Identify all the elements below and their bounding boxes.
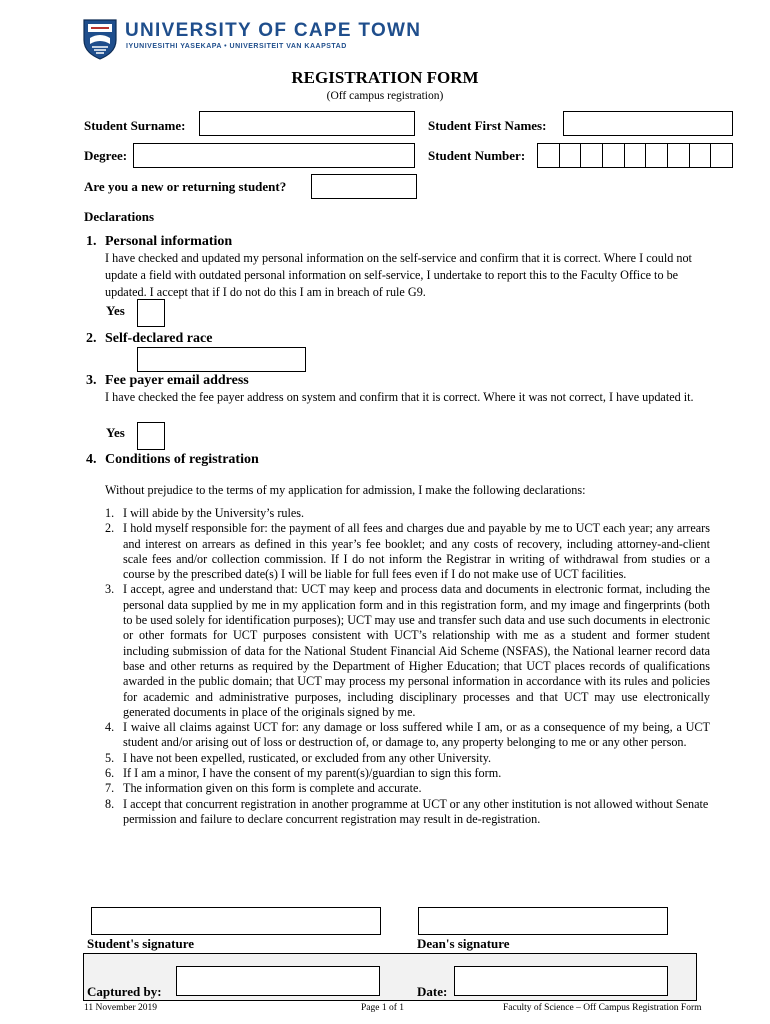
condition-number: 1.: [105, 506, 115, 520]
condition-number: 8.: [105, 796, 115, 811]
form-subtitle: (Off campus registration): [326, 90, 444, 102]
section-3-yes-label: Yes: [106, 425, 125, 440]
section-4-number: 4.: [86, 452, 97, 467]
race-input[interactable]: [137, 347, 306, 372]
section-3-title: Fee payer email address: [105, 373, 249, 388]
condition-item: [105, 751, 710, 766]
date-input[interactable]: [454, 966, 668, 996]
degree-input[interactable]: [133, 143, 415, 168]
student-signature-input[interactable]: [91, 907, 381, 935]
section-3-yes-checkbox[interactable]: [137, 422, 165, 450]
new-returning-input[interactable]: [311, 174, 417, 199]
condition-item: [105, 720, 710, 751]
condition-text: I will abide by the University’s rules.: [123, 506, 305, 520]
captured-by-label: Captured by:: [87, 984, 162, 999]
condition-item: [105, 797, 710, 828]
student-number-cell: [603, 144, 625, 167]
condition-number: 6.: [105, 766, 115, 781]
condition-text: I hold myself responsible for: the payment of all fees and charges due and payable by me to UCT each year; any arrears and interest on arrears as defined in this year’s fee booklet; and any costs of recovery, including attorney-and-client scale fees and/or collection commission. If I do not inform the Registrar in writing of withdrawal from studies or a course by the prescribed date(s) I will be liable for full fees even if I do not make use of UCT facilities.: [123, 521, 710, 582]
condition-number: 2.: [105, 521, 115, 536]
condition-number: 7.: [105, 781, 115, 796]
new-returning-label: Are you a new or returning student?: [84, 179, 287, 194]
section-4-intro: Without prejudice to the terms of my application for admission, I make the following declarations:: [105, 483, 586, 497]
footer-page: Page 1 of 1: [361, 1003, 405, 1013]
student-number-cell: [538, 144, 560, 167]
student-number-cell: [668, 144, 690, 167]
section-2-number: 2.: [86, 331, 97, 346]
student-number-cell: [625, 144, 647, 167]
condition-number: 4.: [105, 720, 115, 735]
section-1-yes-checkbox[interactable]: [137, 299, 165, 327]
condition-text: I have not been expelled, rusticated, or excluded from any other University.: [123, 750, 492, 765]
surname-input[interactable]: [199, 111, 415, 136]
condition-item: [105, 521, 710, 582]
captured-by-input[interactable]: [176, 966, 380, 996]
student-number-cell: [711, 144, 732, 167]
section-3-number: 3.: [86, 373, 97, 388]
uct-logo: [82, 18, 118, 60]
uct-crest-icon: [82, 18, 118, 60]
condition-number: 5.: [105, 750, 115, 765]
condition-item: [105, 582, 710, 720]
section-1-text: I have checked and updated my personal information on the self-service and confirm that it is correct. Where I could not update a field with outdated personal information on self-service, I undertake to report this to the Faculty Office to be updated. I accept that if I do not do this I am in breach of rule G9.: [105, 251, 692, 299]
student-signature-label: Student's signature: [87, 936, 195, 951]
declarations-heading: Declarations: [84, 209, 155, 224]
condition-text: I accept that concurrent registration in another programme at UCT or any other institution is not allowed without Senate permission and failure to declare concurrent registration may result in de-registration.: [123, 796, 709, 826]
footer-date: 11 November 2019: [84, 1003, 157, 1013]
section-4-title: Conditions of registration: [105, 452, 259, 467]
section-1-number: 1.: [86, 234, 97, 249]
degree-label: Degree:: [84, 148, 128, 163]
footer-form-name: Faculty of Science – Off Campus Registration Form: [503, 1003, 702, 1013]
dean-signature-input[interactable]: [418, 907, 668, 935]
section-1-title: Personal information: [105, 234, 233, 249]
conditions-list: [105, 506, 710, 827]
condition-text: I waive all claims against UCT for: any damage or loss suffered while I am, or as a consequence of my being, a UCT student and/or arising out of loss or destruction of, or damage to, any property belonging to me or any other person.: [123, 720, 710, 750]
student-number-cell: [581, 144, 603, 167]
condition-number: 3.: [105, 582, 115, 597]
condition-text: I accept, agree and understand that: UCT may keep and process data and documents in electronic format, including the personal data supplied by me in my application form and in this registration form, and my image and fingerprints (both to be used solely for identification purposes); UCT may use and transfer such data and use such documents in electronic or other formats for UCT purposes consistent with UCT’s relationship with me as a student and former student including submission of data for the National Student Financial Aid Scheme (NSFAS), the National learner record data base and other returns as required by the Department of Higher Education; that UCT places records of qualifications awarded in the public domain; that UCT may process my personal information in accordance with its rules and policies for academic and administrative purposes, including disciplinary processes and that UCT may use electronically generated documents in place of the originals signed by me.: [123, 582, 710, 719]
condition-item: [105, 781, 710, 796]
section-1-yes-label: Yes: [106, 303, 125, 318]
student-number-label: Student Number:: [428, 148, 526, 163]
form-title: REGISTRATION FORM: [291, 68, 479, 87]
condition-item: [105, 766, 710, 781]
first-names-label: Student First Names:: [428, 118, 547, 133]
condition-item: [105, 506, 710, 521]
condition-text: The information given on this form is complete and accurate.: [123, 781, 422, 796]
student-number-cell: [646, 144, 668, 167]
university-subtitle: IYUNIVESITHI YASEKAPA • UNIVERSITEIT VAN KAAPSTAD: [126, 43, 347, 50]
date-label: Date:: [417, 984, 448, 999]
section-2-title: Self-declared race: [105, 331, 213, 346]
first-names-input[interactable]: [563, 111, 733, 136]
dean-signature-label: Dean's signature: [417, 936, 510, 951]
condition-text: If I am a minor, I have the consent of my parent(s)/guardian to sign this form.: [123, 766, 502, 781]
student-number-cell: [690, 144, 712, 167]
student-number-input[interactable]: [537, 143, 733, 168]
university-name: UNIVERSITY OF CAPE TOWN: [125, 20, 422, 41]
student-number-cell: [560, 144, 582, 167]
section-3-text: I have checked the fee payer address on system and confirm that it is correct. Where it was not correct, I have updated it.: [105, 390, 694, 404]
surname-label: Student Surname:: [84, 118, 186, 133]
